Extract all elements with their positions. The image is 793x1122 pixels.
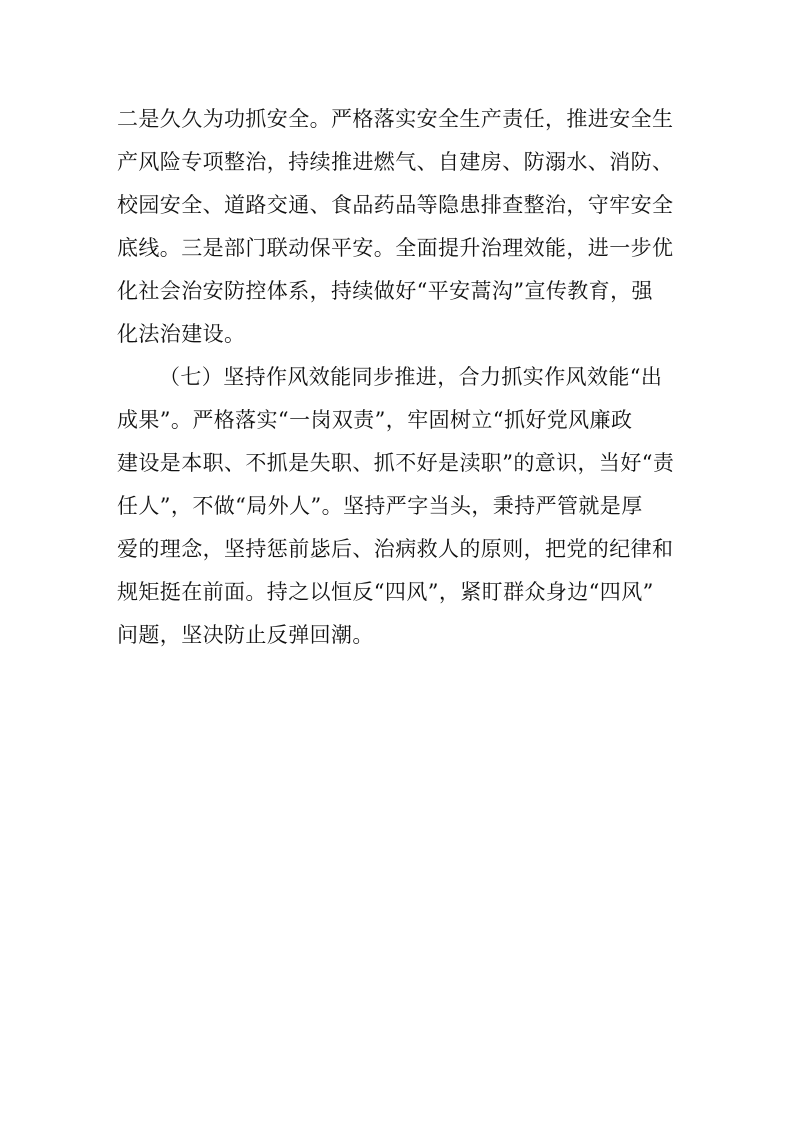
paragraph-line: 产风险专项整治，持续推进燃气、自建房、防溺水、消防、 [117,150,674,174]
paragraph-line: 校园安全、道路交通、食品药品等隐患排查整治，守牢安全 [117,193,674,217]
paragraph-line: 底线。三是部门联动保平安。全面提升治理效能，进一步优 [117,236,674,260]
paragraph-line: 成果”。严格落实“一岗双责”，牢固树立“抓好党风廉政 [117,408,633,432]
paragraph-line: 化社会治安防控体系，持续做好“平安蒿沟”宣传教育，强 [117,279,653,303]
paragraph-line: 爱的理念，坚持惩前毖后、治病救人的原则，把党的纪律和 [117,537,674,561]
paragraph-line: 二是久久为功抓安全。严格落实安全生产责任，推进安全生 [117,107,674,131]
paragraph-line: 化法治建设。 [117,322,246,346]
paragraph-work-style [117,356,682,657]
document-body [117,98,682,657]
paragraph-line: 任人”，不做“局外人”。坚持严字当头，秉持严管就是厚 [117,494,643,518]
paragraph-line: 规矩挺在前面。持之以恒反“四风”，紧盯群众身边“四风” [117,580,654,604]
paragraph-line: 建设是本职、不抓是失职、抓不好是渎职”的意识，当好“责 [117,451,675,475]
paragraph-line: 问题，坚决防止反弹回潮。 [117,623,374,647]
paragraph-line: （七）坚持作风效能同步推进，合力抓实作风效能“出 [159,365,663,389]
paragraph-safety [117,98,682,356]
